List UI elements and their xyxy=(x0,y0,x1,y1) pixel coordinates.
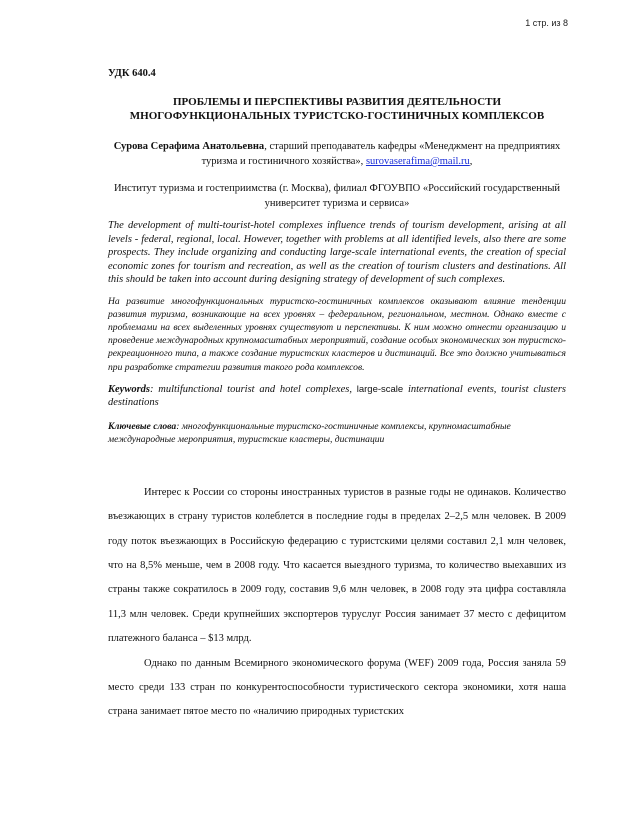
affiliation: Институт туризма и гостеприимства (г. Москва), филиал ФГОУВПО «Российский государственный университет туризма и сервиса» xyxy=(113,183,561,209)
title-line-1: ПРОБЛЕМЫ И ПЕРСПЕКТИВЫ РАЗВИТИЯ ДЕЯТЕЛЬНОСТИ xyxy=(172,96,502,108)
abstract-russian: На развитие многофункциональных туристско-гостиничных комплексов оказывают влияние тенденции развития туризма, возникающие на всех уровнях – федеральном, региональном, местном. Однако вместе с проблемами на всех выделенных уровнях существуют и перспективы. К ним можно отнести организацию и проведение международных крупномасштабных мероприятий, создание особых экономических зон туристско-рекреационного типа, а также создание туристских кластеров и дистинаций. Все это должно учитываться при разработке стратегии развития такого рода комплексов. xyxy=(108,295,566,373)
abstract-english: The development of multi-tourist-hotel complexes influence trends of tourism development, arising at all levels - federal, regional, local. However, together with problems at all identified levels, also there are some prospects. They include organizing and conducting large-scale international events, the creation of special economic zones for tourism and recreation, as well as the creation of tourism clusters and destinations. All this should be taken into account during designing strategy of development of such complexes. xyxy=(108,220,566,285)
author-name: Сурова Серафима Анатольевна xyxy=(113,141,265,152)
udk-code: УДК 640.4 xyxy=(108,68,156,79)
keywords-label: Keywords xyxy=(108,383,150,395)
author-email-link[interactable]: surovaserafima@mail.ru xyxy=(365,156,470,167)
body-paragraph-1: Интерес к России со стороны иностранных туристов в разные годы не одинаков. Количество въезжающих в страну туристов колеблется в последние годы в пределах 2–2,5 млн человек. В 2009 году поток въезжающих в Российскую федерацию с туристскими целями составил 2,1 млн человек, что на 8,5% меньше, чем в 2008 году. Что касается выездного туризма, то количество выехавших из страны также сократилось в 2009 году, составив 9,6 млн человек, в 2008 году эта цифра составляла 11,3 млн человек. Среди крупнейших экспортеров туруслуг Россия занимает 37 место с дефицитом платежного баланса – $13 млрд. xyxy=(108,486,566,645)
keywords-part-1: : multifunctional tourist and hotel complexes, xyxy=(150,383,357,395)
article-title xyxy=(108,95,566,123)
body-paragraph-2: Однако по данным Всемирного экономического форума (WEF) 2009 года, Россия заняла 59 место среди 133 стран по конкурентоспособности туристического сектора экономики, хотя наша страна занимает пятое место по «наличию природных туристских xyxy=(108,657,566,718)
keywords-russian xyxy=(108,420,566,447)
author-block xyxy=(108,139,566,169)
title-line-2: МНОГОФУНКЦИОНАЛЬНЫХ ТУРИСТСКО-ГОСТИНИЧНЫХ КОМПЛЕКСОВ xyxy=(129,110,545,122)
author-email-suffix: , xyxy=(469,156,473,167)
keywords-english xyxy=(108,383,566,410)
keywords-large-scale: large-scale xyxy=(356,383,404,395)
keywords-ru-text: : многофункциональные туристско-гостиничные комплексы, крупномасштабные международные мероприятия, туристские кластеры, дистинации xyxy=(108,420,511,446)
article xyxy=(108,68,566,725)
keywords-part-2: international events, tourist clusters destinations xyxy=(108,383,567,409)
author-position: , старший преподаватель кафедры «Менеджмент на предприятиях туризма и гостиничного хозяйства», xyxy=(201,141,561,167)
page-counter: 1 стр. из 8 xyxy=(525,18,568,28)
keywords-ru-label: Ключевые слова xyxy=(108,420,177,432)
